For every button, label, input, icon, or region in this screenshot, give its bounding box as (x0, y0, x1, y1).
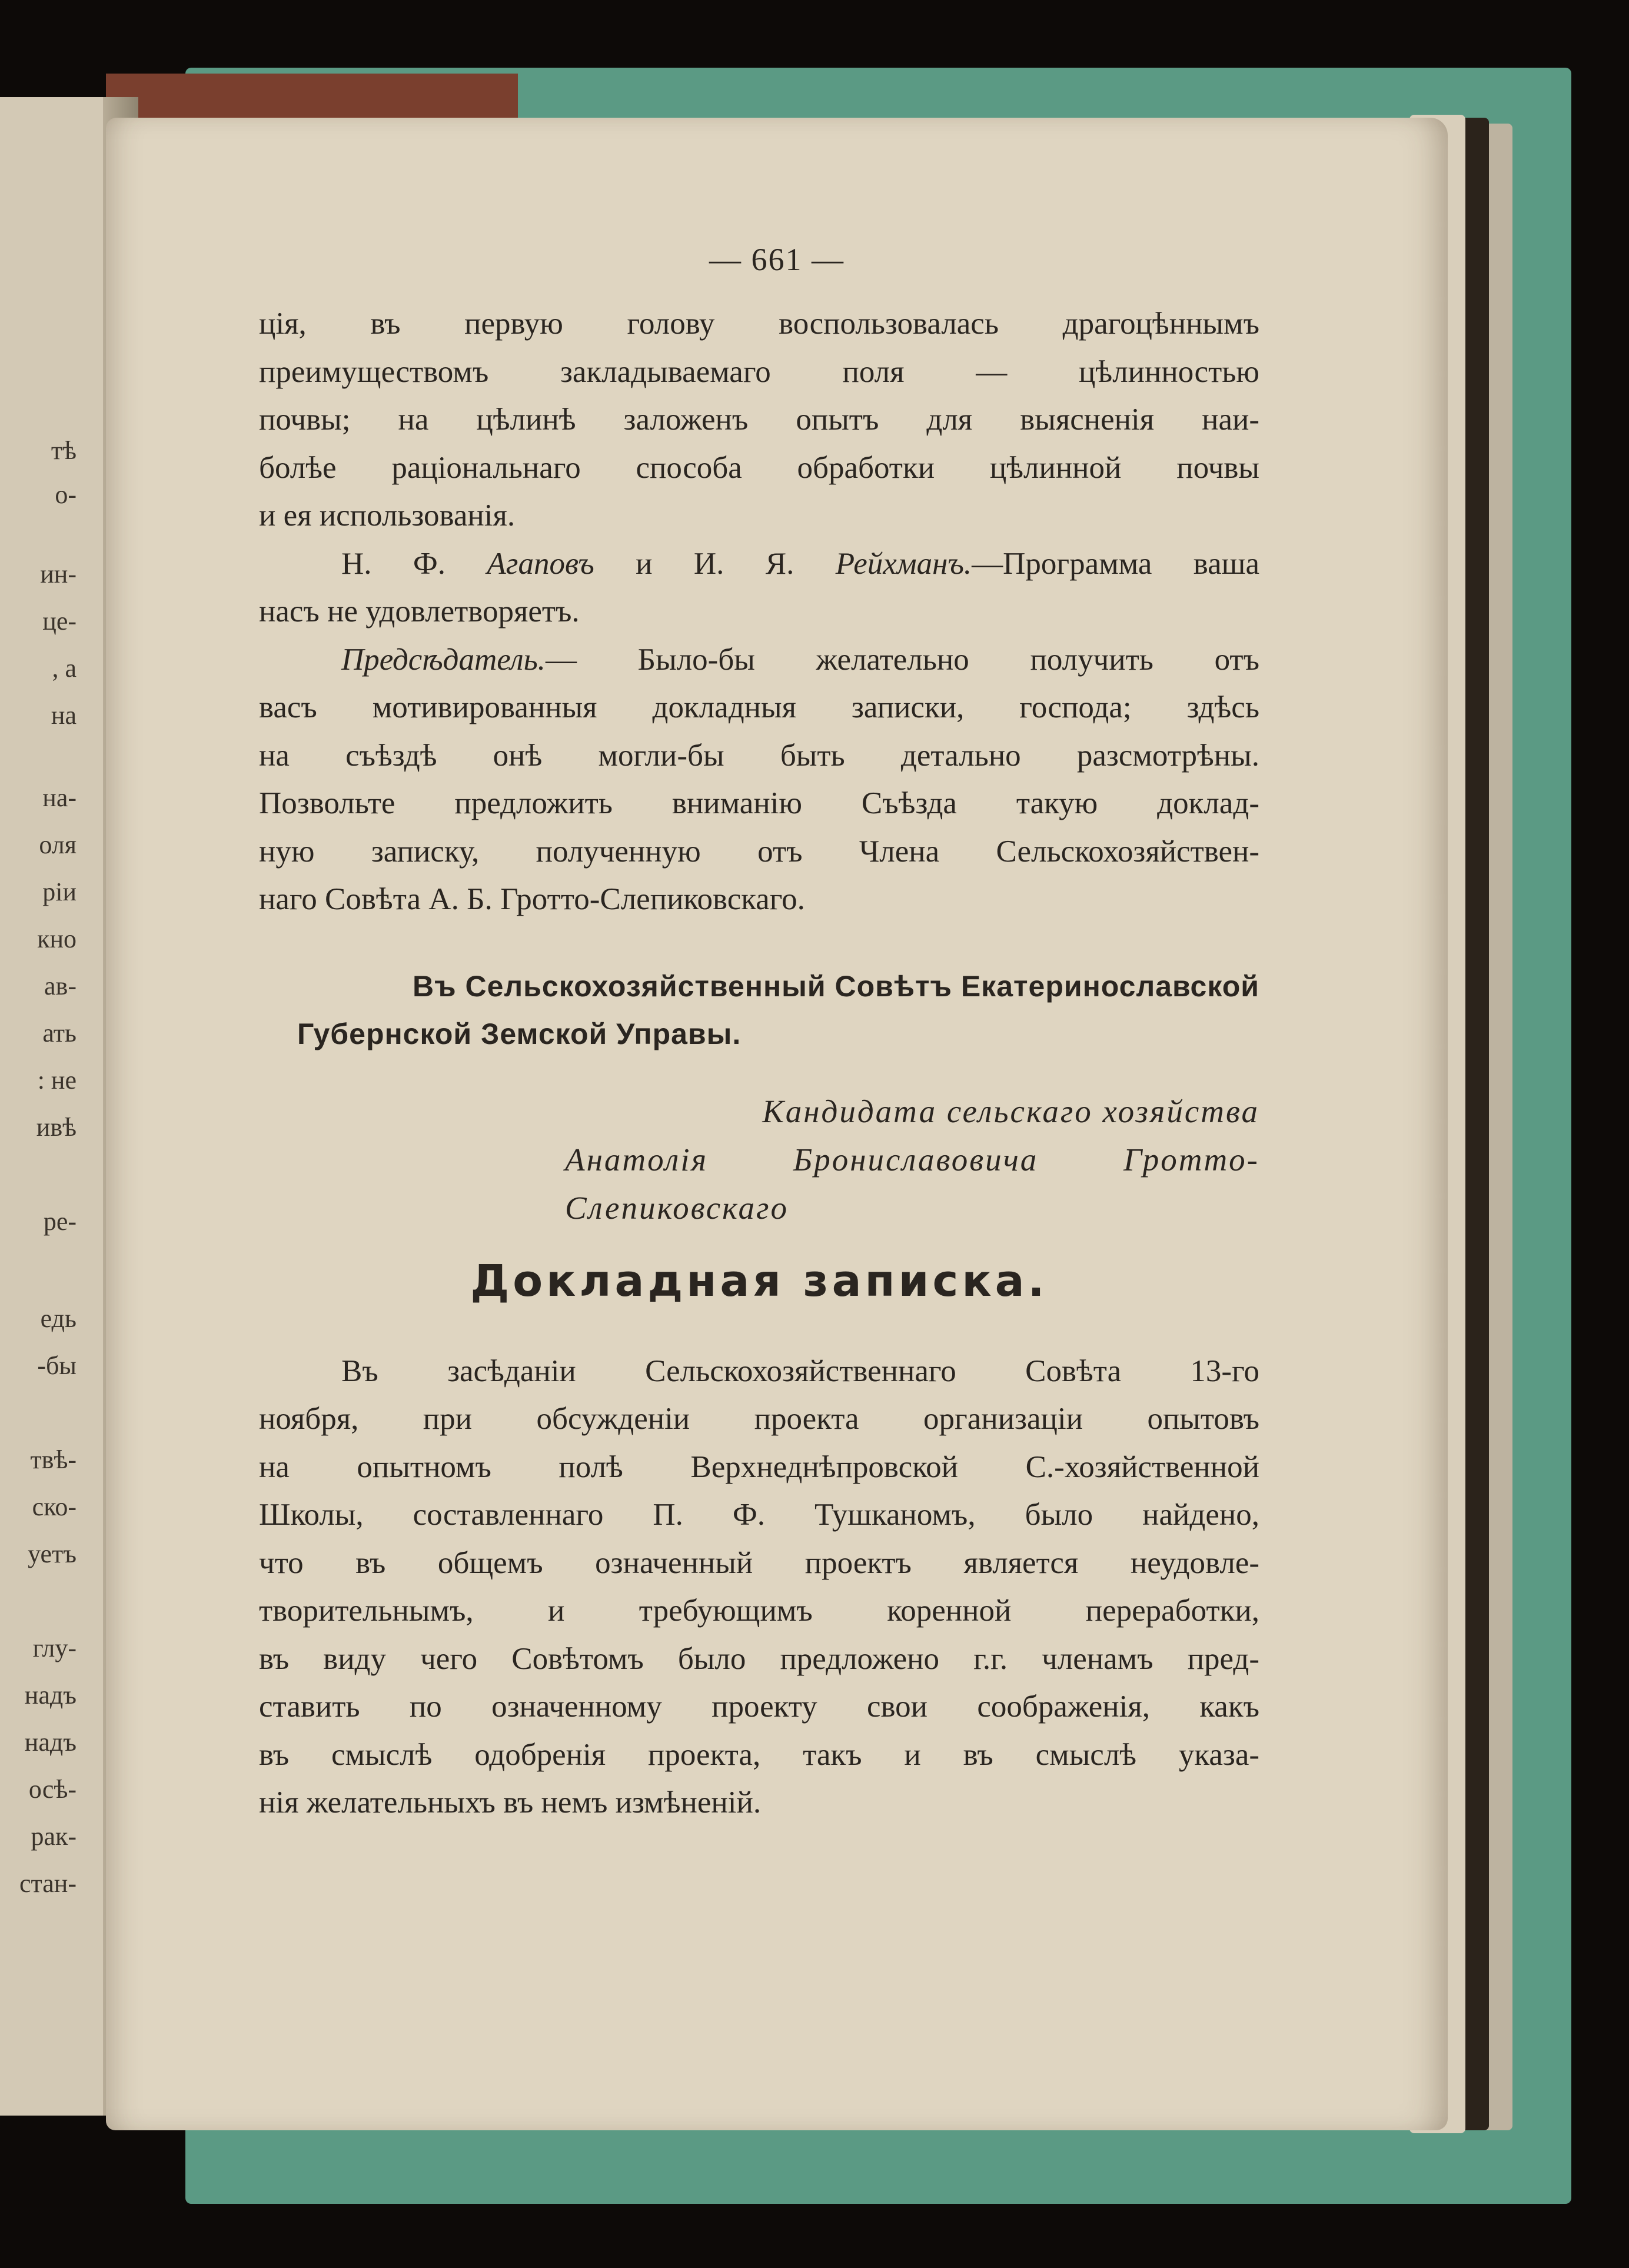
addressee-line: Губернской Земской Управы. (297, 1017, 742, 1050)
speaker-name: Рейхманъ. (835, 546, 972, 581)
left-fragment: оля (39, 830, 77, 859)
left-fragment: на (51, 701, 77, 730)
report-body (259, 1348, 1259, 1827)
book-page (106, 118, 1448, 2130)
addressee (259, 962, 1259, 1058)
left-fragment: ре- (43, 1207, 77, 1236)
left-fragment: , а (52, 654, 77, 683)
text-line: насъ не удовлетворяетъ. (259, 594, 580, 628)
text-line (259, 636, 1259, 684)
speaker-name: Предсѣдатель. (341, 642, 546, 677)
left-fragment: кно (37, 925, 77, 953)
author-block (259, 1088, 1259, 1232)
left-fragment: глу- (32, 1634, 77, 1662)
left-fragment: це- (42, 607, 77, 636)
left-fragment: : не (37, 1066, 77, 1095)
left-fragment: ріи (42, 877, 77, 906)
text-line: Позвольте предложить вниманію Съѣзда такую доклад- (259, 786, 1259, 820)
text-line: творительнымъ, и требующимъ коренной переработки, (259, 1594, 1259, 1628)
left-fragment: о- (55, 480, 77, 509)
speaker-name: Агаповъ (487, 546, 594, 581)
text-line: Школы, составленнаго П. Ф. Тушканомъ, было найдено, (259, 1498, 1259, 1532)
left-fragment: надъ (24, 1728, 77, 1757)
author-line: Слепиковскаго (565, 1189, 789, 1226)
text-line: Въ засѣданіи Сельскохозяйственнаго Совѣта 13-го (341, 1354, 1259, 1388)
left-fragment: ивѣ (36, 1113, 77, 1142)
author-line: Кандидата сельскаго хозяйства (762, 1093, 1259, 1129)
text-line: и ея использованія. (259, 498, 516, 533)
paragraph-continuation (259, 300, 1259, 540)
left-fragment: тѣ (51, 436, 77, 465)
text-line: въ виду чего Совѣтомъ было предложено г.г. членамъ пред- (259, 1641, 1259, 1676)
paragraph-speakers (259, 540, 1259, 636)
text-span: и И. Я. (636, 546, 794, 581)
author-line: Анатолія Брониславовича Гротто- (565, 1141, 1259, 1178)
left-fragment: ин- (40, 560, 77, 588)
left-fragment: стан- (19, 1869, 77, 1898)
left-fragment: едь (40, 1304, 77, 1333)
text-line: ставить по означенному проекту свои соображенія, какъ (259, 1690, 1259, 1724)
left-facing-page (0, 97, 103, 2116)
page-number: — 661 — (709, 242, 845, 277)
text-line: на съѣздѣ онѣ могли-бы быть детально разсмотрѣны. (259, 738, 1259, 773)
speaker-initials: Н. Ф. (341, 546, 446, 581)
left-fragment: твѣ- (30, 1445, 77, 1474)
text-line: болѣе раціональнаго способа обработки цѣлинной почвы (259, 450, 1259, 485)
left-fragment: на- (42, 783, 77, 812)
left-fragment: -бы (37, 1351, 77, 1380)
text-line: на опытномъ полѣ Верхнеднѣпровской С.-хозяйственной (259, 1449, 1259, 1484)
text-line: нія желательныхъ въ немъ измѣненій. (259, 1785, 762, 1820)
text-span: —Программа ваша (972, 546, 1259, 581)
addressee-line: Въ Сельскохозяйственный Совѣтъ Екатеринославской (413, 969, 1259, 1003)
text-line: ція, въ первую голову воспользовалась драгоцѣннымъ (259, 307, 1259, 341)
document-title: Докладная записка. (470, 1255, 1048, 1306)
text-span: — Было-бы желательно получить отъ (545, 642, 1259, 677)
page-content (259, 300, 1259, 1827)
text-line: ноября, при обсужденіи проекта организаціи опытовъ (259, 1402, 1259, 1436)
text-line: въ смыслѣ одобренія проекта, такъ и въ смыслѣ указа- (259, 1737, 1259, 1772)
left-fragment: ать (42, 1019, 77, 1047)
left-fragment: надъ (24, 1681, 77, 1710)
paragraph-chairman (259, 636, 1259, 924)
left-fragment: уетъ (28, 1539, 77, 1568)
left-fragment: осѣ- (28, 1775, 77, 1804)
left-fragment: ав- (44, 972, 77, 1000)
text-line (259, 540, 1259, 588)
text-line: васъ мотивированныя докладныя записки, господа; здѣсь (259, 690, 1259, 724)
text-line: почвы; на цѣлинѣ заложенъ опытъ для выясненія наи- (259, 403, 1259, 437)
text-line: ную записку, полученную отъ Члена Сельскохозяйствен- (259, 834, 1259, 869)
left-fragment: рак- (31, 1822, 77, 1851)
text-line: наго Совѣта А. Б. Гротто-Слепиковскаго. (259, 882, 805, 916)
text-line: что въ общемъ означенный проектъ является неудовле- (259, 1545, 1259, 1580)
text-line: преимуществомъ закладываемаго поля — цѣлинностью (259, 354, 1259, 389)
left-page-fragments (0, 97, 94, 2116)
left-fragment: ско- (32, 1492, 77, 1521)
